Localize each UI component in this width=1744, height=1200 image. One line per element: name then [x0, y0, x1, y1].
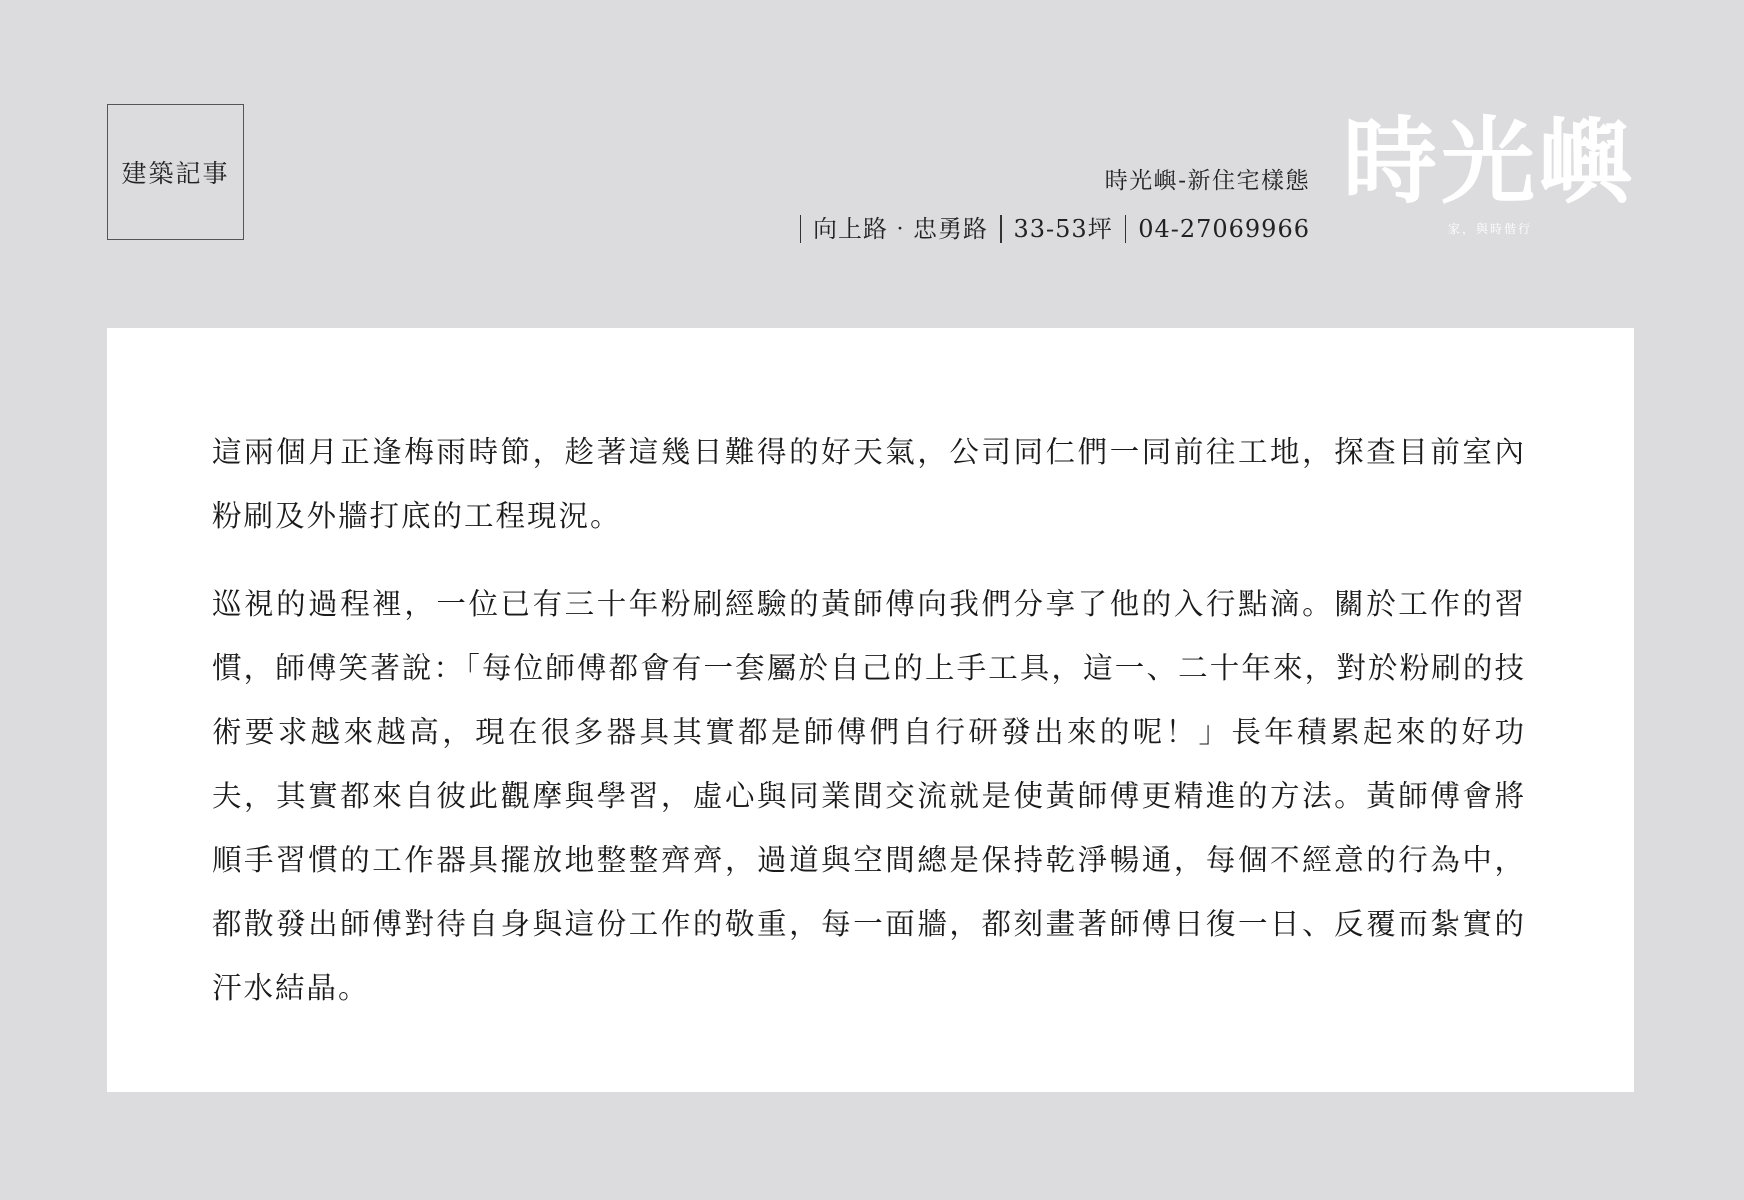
separator — [1000, 215, 1002, 243]
project-title: 時光嶼-新住宅樣態 — [1104, 168, 1310, 194]
logo-tagline: 家，與時偕行 — [1447, 222, 1532, 236]
project-details — [800, 211, 1311, 247]
article-paragraph: 這兩個月正逢梅雨時節，趁著這幾日難得的好天氣，公司同仁們一同前往工地，探查目前室內粉刷及外牆打底的工程現況。 — [212, 435, 1526, 533]
article-body — [107, 328, 1634, 1092]
separator — [1125, 215, 1127, 243]
logo-mark: 時光嶼 — [1342, 107, 1637, 217]
project-location: 向上路‧忠勇路 — [813, 215, 988, 243]
category-tag-label: 建築記事 — [121, 159, 230, 188]
brand-logo — [1340, 107, 1640, 237]
category-tag — [107, 104, 244, 240]
article-paragraph: 巡視的過程裡，一位已有三十年粉刷經驗的黃師傅向我們分享了他的入行點滴。關於工作的習慣，師傅笑著說：「每位師傅都會有一套屬於自己的上手工具，這一、二十年來，對於粉刷的技術要求越來越高，現在很多器具其實都是師傅們自行研發出來的呢！」長年積累起來的好功夫，其實都來自彼此觀摩與學習，虛心與同業間交流就是使黃師傅更精進的方法。黃師傅會將順手習慣的工作器具擺放地整整齊齊，過道與空間總是保持乾淨暢通，每個不經意的行為中，都散發出師傅對待自身與這份工作的敬重，每一面牆，都刻畫著師傅日復一日、反覆而紮實的汗水結晶。 — [212, 587, 1526, 1005]
project-phone: 04-27069966 — [1138, 215, 1310, 243]
project-header — [800, 163, 1311, 247]
separator — [800, 215, 802, 243]
project-size: 33-53坪 — [1013, 215, 1113, 243]
